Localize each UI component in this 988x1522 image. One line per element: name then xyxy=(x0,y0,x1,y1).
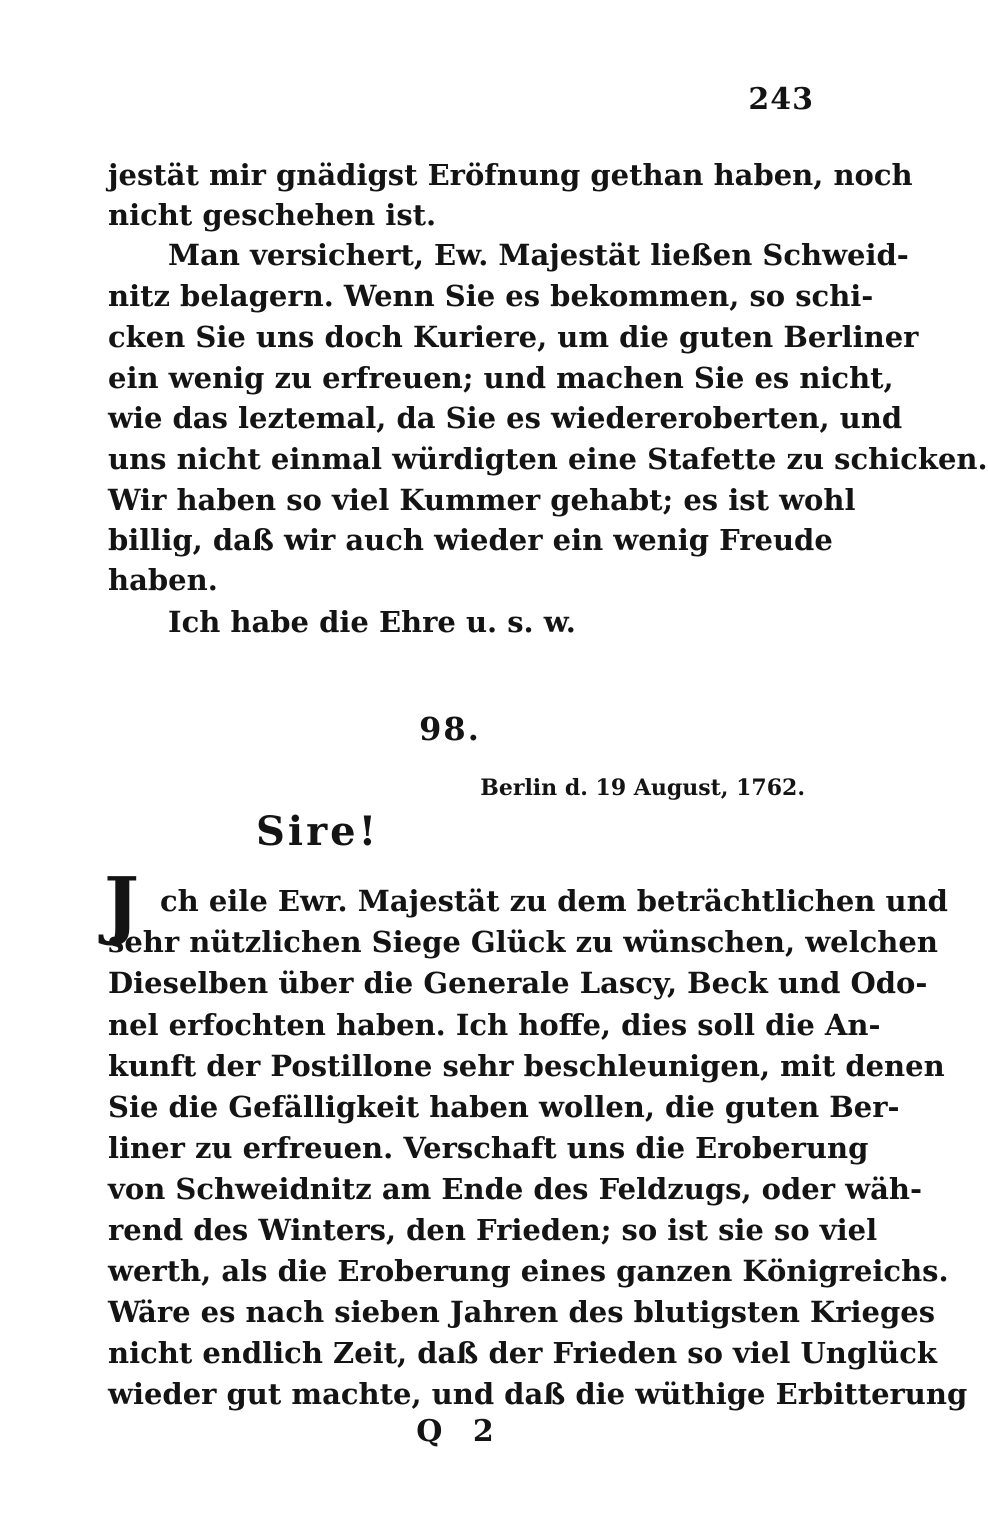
text-line: billig, daß wir auch wieder ein wenig Freude xyxy=(108,523,833,557)
text-line: sehr nützlichen Siege Glück zu wünschen, welchen xyxy=(108,925,938,959)
text-line: wie das leztemal, da Sie es wiedereroberten, und xyxy=(108,401,903,435)
text-line: Wäre es nach sieben Jahren des blutigsten Krieges xyxy=(108,1295,936,1329)
text-line: Dieselben über die Generale Lascy, Beck und Odo- xyxy=(108,966,928,1000)
text-line: werth, als die Eroberung eines ganzen Königreichs. xyxy=(108,1254,949,1288)
text-line: liner zu erfreuen. Verschaft uns die Eroberung xyxy=(108,1131,869,1165)
salutation: Sire! xyxy=(256,808,380,855)
text-line: Sie die Gefälligkeit haben wollen, die guten Ber- xyxy=(108,1090,900,1124)
text-line: Wir haben so viel Kummer gehabt; es ist wohl xyxy=(108,483,856,517)
dateline: Berlin d. 19 August, 1762. xyxy=(480,775,805,801)
signature-mark: Q 2 xyxy=(416,1414,504,1449)
letter-number: 98. xyxy=(419,710,481,748)
page-number: 243 xyxy=(748,82,814,117)
text-line: haben. xyxy=(108,563,218,597)
text-line: cken Sie uns doch Kuriere, um die guten Berliner xyxy=(108,320,919,354)
text-line: nitz belagern. Wenn Sie es bekommen, so schi- xyxy=(108,279,874,313)
text-line: nicht endlich Zeit, daß der Frieden so viel Unglück xyxy=(108,1336,937,1370)
text-line: Man versichert, Ew. Majestät ließen Schweid- xyxy=(168,238,909,272)
text-line: ch eile Ewr. Majestät zu dem beträchtlichen und xyxy=(160,884,948,918)
closing-formula: Ich habe die Ehre u. s. w. xyxy=(168,605,576,639)
text-line: uns nicht einmal würdigten eine Stafette zu schicken. xyxy=(108,442,988,476)
text-line: nel erfochten haben. Ich hoffe, dies soll die An- xyxy=(108,1008,881,1042)
text-line: nicht geschehen ist. xyxy=(108,198,437,232)
text-line: ein wenig zu erfreuen; und machen Sie es nicht, xyxy=(108,361,894,395)
text-line: rend des Winters, den Frieden; so ist sie so viel xyxy=(108,1213,878,1247)
text-line: wieder gut machte, und daß die wüthige Erbitterung xyxy=(108,1377,968,1411)
text-line: kunft der Postillone sehr beschleunigen, mit denen xyxy=(108,1049,945,1083)
text-line: jestät mir gnädigst Eröfnung gethan haben, noch xyxy=(108,158,913,192)
text-line: von Schweidnitz am Ende des Feldzugs, oder wäh- xyxy=(108,1172,922,1206)
drop-cap: J xyxy=(104,862,140,948)
